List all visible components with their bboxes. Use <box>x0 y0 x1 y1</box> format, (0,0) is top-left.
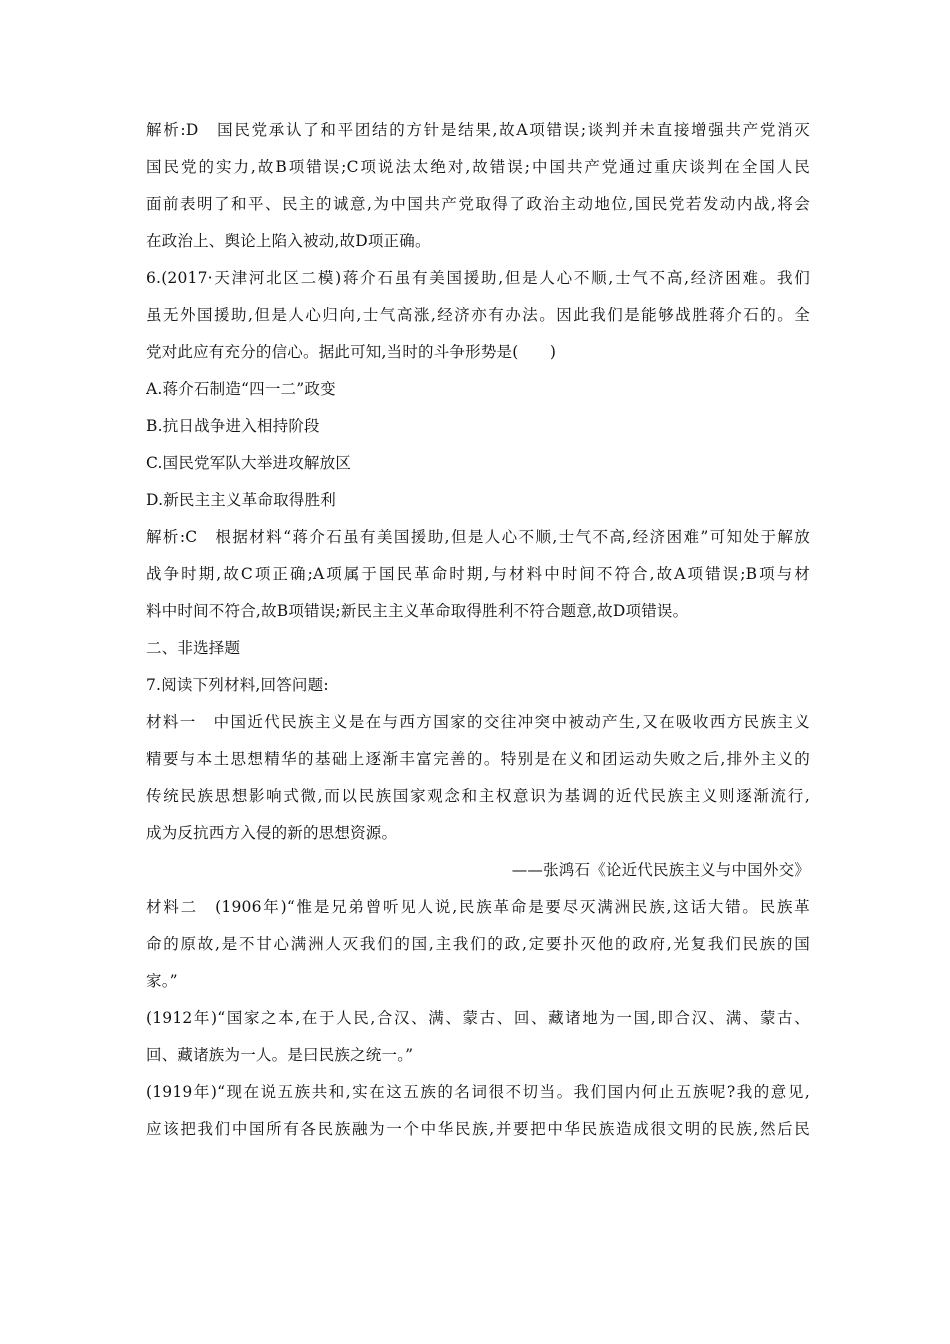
material-1-line-3: 传统民族思想影响式微,而以民族国家观念和主权意识为基调的近代民族主义则逐渐流行, <box>146 787 810 805</box>
document-page <box>146 112 810 1148</box>
analysis-5-line-4: 在政治上、舆论上陷入被动,故D项正确。 <box>146 232 431 250</box>
material-2-line-2: 命的原故,是不甘心满洲人灭我们的国,主我们的政,定要扑灭他的政府,光复我们民族的国 <box>146 935 810 953</box>
material-1-line-4: 成为反抗西方入侵的新的思想资源。 <box>146 824 398 842</box>
material-2-line-5: 回、藏诸族为一人。是曰民族之统一。” <box>146 1046 414 1064</box>
analysis-5-line-2: 国民党的实力,故B项错误;C项说法太绝对,故错误;中国共产党通过重庆谈判在全国人民 <box>146 158 810 176</box>
analysis-5-line-3: 面前表明了和平、民主的诚意,为中国共产党取得了政治主动地位,国民党若发动内战,将会 <box>146 195 810 213</box>
material-2-line-7: 应该把我们中国所有各民族融为一个中华民族,并要把中华民族造成很文明的民族,然后民 <box>146 1120 810 1138</box>
material-2-line-3: 家。” <box>146 972 178 990</box>
analysis-6-line-1: 解析:C 根据材料“蒋介石虽有美国援助,但是人心不顺,士气不高,经济困难”可知处于解放 <box>146 528 810 546</box>
analysis-5-line-1: 解析:D 国民党承认了和平团结的方针是结果,故A项错误;谈判并未直接增强共产党消灭 <box>146 121 810 139</box>
question-7-prompt: 7.阅读下列材料,回答问题: <box>146 676 329 694</box>
question-6-line-2: 虽无外国援助,但是人心归向,士气高涨,经济亦有办法。因此我们是能够战胜蒋介石的。全 <box>146 306 810 324</box>
question-6-option-b: B.抗日战争进入相持阶段 <box>146 417 320 435</box>
material-1-line-2: 精要与本土思想精华的基础上逐渐丰富完善的。特别是在义和团运动失败之后,排外主义的 <box>146 750 810 768</box>
material-2-line-4: (1912年)“国家之本,在于人民,合汉、满、蒙古、回、藏诸地为一国,即合汉、满、蒙古、 <box>146 1009 810 1027</box>
material-1-line-1: 材料一 中国近代民族主义是在与西方国家的交往冲突中被动产生,又在吸收西方民族主义 <box>146 713 810 731</box>
question-6-line-1: 6.(2017·天津河北区二模)蒋介石虽有美国援助,但是人心不顺,士气不高,经济困难。我们 <box>146 269 810 287</box>
question-6-line-3: 党对此应有充分的信心。据此可知,当时的斗争形势是( ) <box>146 343 557 361</box>
question-6-option-d: D.新民主主义革命取得胜利 <box>146 491 336 509</box>
question-6-option-a: A.蒋介石制造“四一二”政变 <box>146 380 336 398</box>
section-heading: 二、非选择题 <box>146 639 241 657</box>
material-2-line-6: (1919年)“现在说五族共和,实在这五族的名词很不切当。我们国内何止五族呢?我的意见, <box>146 1083 810 1101</box>
material-2-line-1: 材料二 (1906年)“惟是兄弟曾听见人说,民族革命是要尽灭满洲民族,这话大错。民族革 <box>146 898 810 916</box>
question-6-option-c: C.国民党军队大举进攻解放区 <box>146 454 352 472</box>
analysis-6-line-3: 料中时间不符合,故B项错误;新民主主义革命取得胜利不符合题意,故D项错误。 <box>146 602 689 620</box>
analysis-6-line-2: 战争时期,故C项正确;A项属于国民革命时期,与材料中时间不符合,故A项错误;B项与材 <box>146 565 810 583</box>
material-1-source: ——张鸿石《论近代民族主义与中国外交》 <box>511 861 810 879</box>
